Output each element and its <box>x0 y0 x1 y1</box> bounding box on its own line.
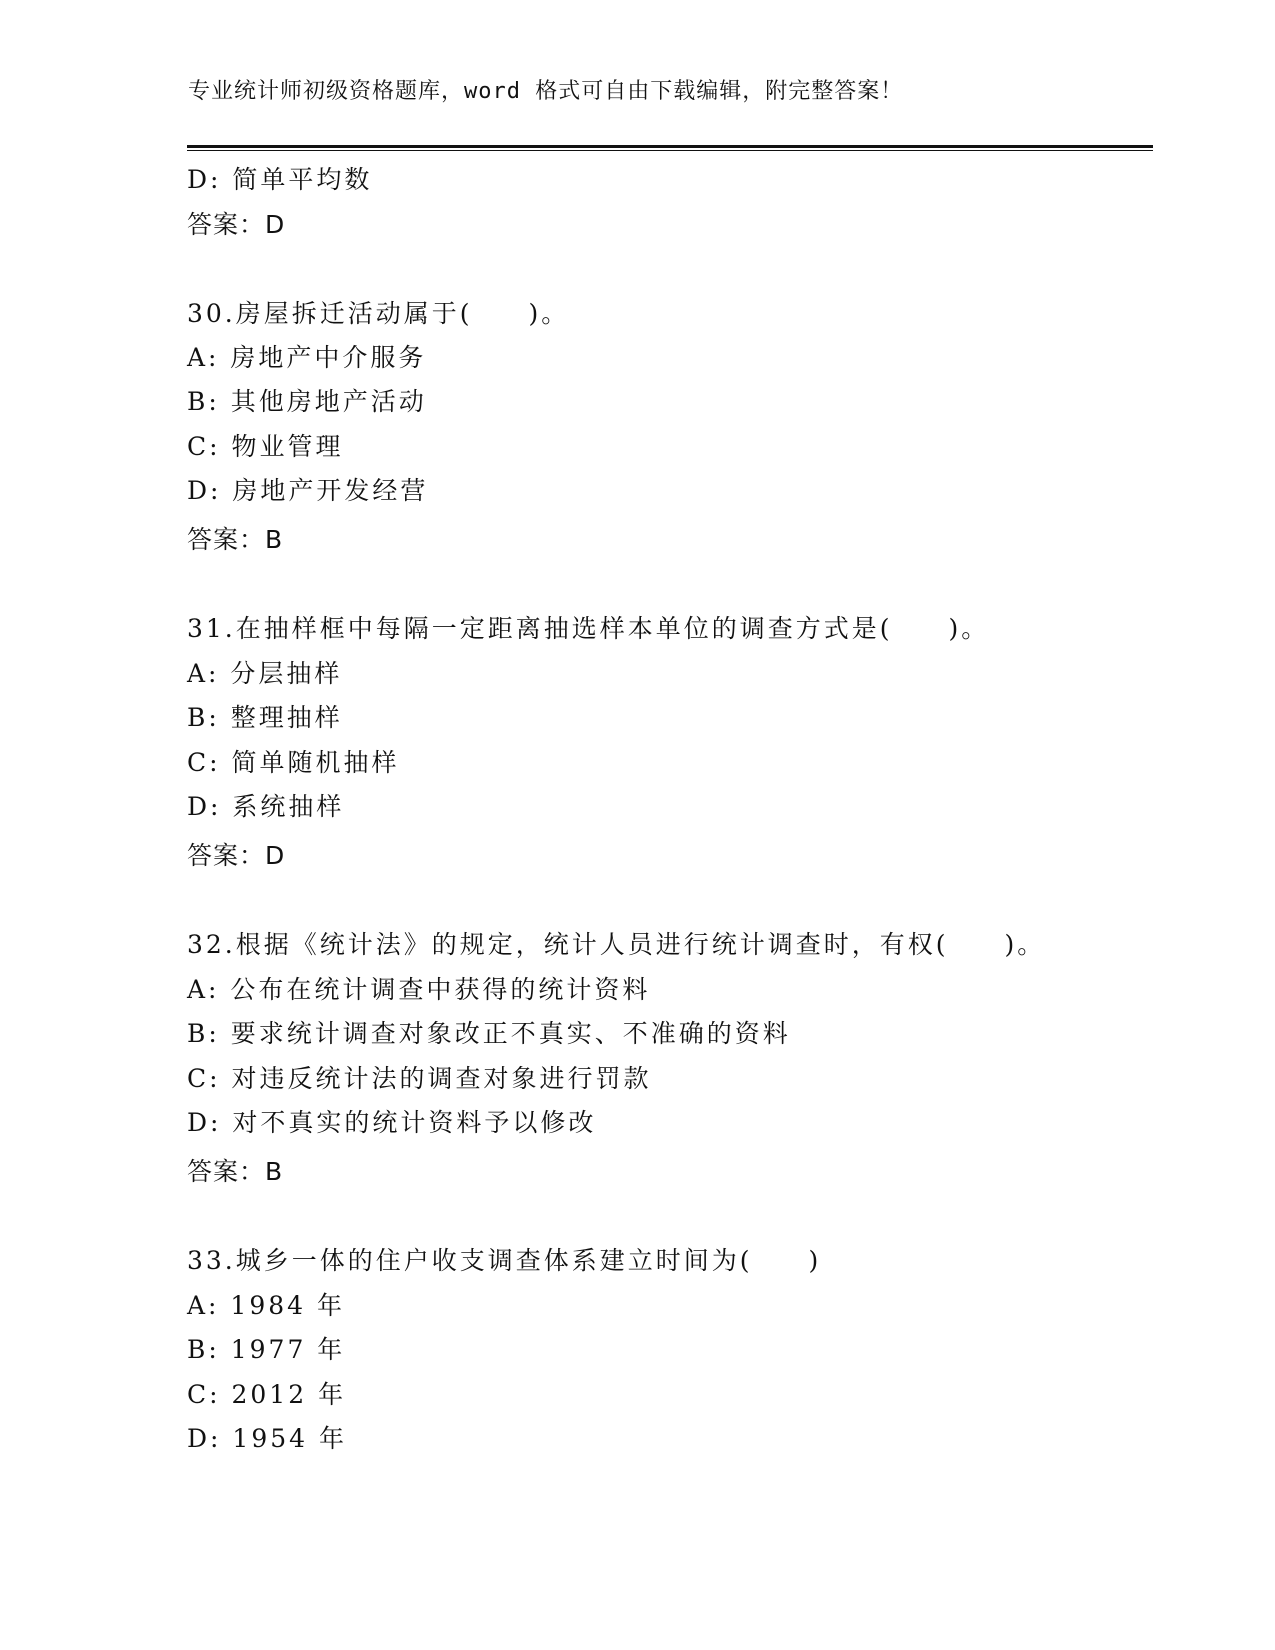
question-31-option-d: D: 系统抽样 <box>187 792 345 821</box>
question-32-stem: 32.根据《统计法》的规定，统计人员进行统计调查时，有权( )。 <box>187 930 1046 959</box>
question-30-option-b: B: 其他房地产活动 <box>187 387 427 416</box>
header-divider-thick <box>187 145 1153 148</box>
question-33-option-d: D: 1954 年 <box>187 1424 347 1453</box>
prev-question-answer: 答案：D <box>187 210 286 239</box>
question-30-option-d: D: 房地产开发经营 <box>187 476 429 505</box>
question-31-answer: 答案：D <box>187 841 286 870</box>
question-32-option-a: A: 公布在统计调查中获得的统计资料 <box>187 975 651 1004</box>
prev-question-option-d: D: 简单平均数 <box>187 165 373 194</box>
question-32-answer: 答案：B <box>187 1157 284 1186</box>
question-30-option-c: C: 物业管理 <box>187 432 344 461</box>
question-33-stem: 33.城乡一体的住户收支调查体系建立时间为( ) <box>187 1246 822 1275</box>
question-30-stem: 30.房屋拆迁活动属于( )。 <box>187 299 570 328</box>
question-33-option-a: A: 1984 年 <box>187 1291 345 1320</box>
header-divider-thin <box>187 150 1153 151</box>
page-header: 专业统计师初级资格题库，word 格式可自由下载编辑，附完整答案！ <box>188 79 904 104</box>
question-32-option-d: D: 对不真实的统计资料予以修改 <box>187 1108 597 1137</box>
question-31-option-b: B: 整理抽样 <box>187 703 343 732</box>
question-33-option-b: B: 1977 年 <box>187 1335 346 1364</box>
question-32-option-b: B: 要求统计调查对象改正不真实、不准确的资料 <box>187 1019 791 1048</box>
question-31-option-c: C: 简单随机抽样 <box>187 748 400 777</box>
question-31-option-a: A: 分层抽样 <box>187 659 343 688</box>
question-33-option-c: C: 2012 年 <box>187 1380 347 1409</box>
question-30-answer: 答案：B <box>187 525 284 554</box>
question-31-stem: 31.在抽样框中每隔一定距离抽选样本单位的调查方式是( )。 <box>187 614 990 643</box>
question-30-option-a: A: 房地产中介服务 <box>187 343 427 372</box>
question-32-option-c: C: 对违反统计法的调查对象进行罚款 <box>187 1064 652 1093</box>
